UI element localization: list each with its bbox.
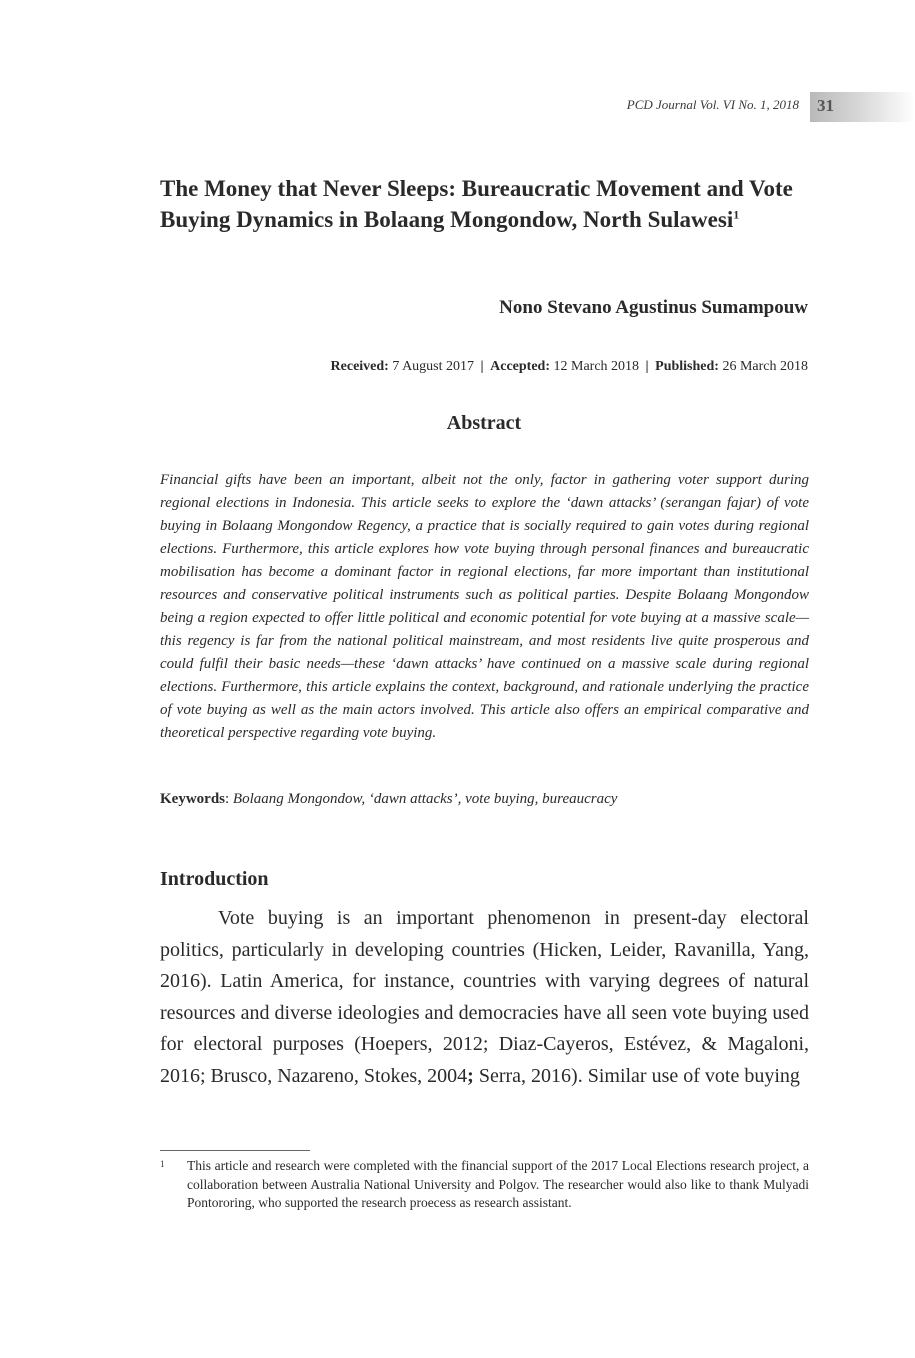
- accepted-label: Accepted:: [490, 359, 550, 374]
- introduction-bold-semicolon: ;: [467, 1064, 474, 1087]
- date-separator-2: |: [645, 359, 649, 374]
- footnote: [160, 1157, 809, 1213]
- published-date: 26 March 2018: [722, 359, 808, 374]
- keywords-separator: :: [225, 791, 233, 807]
- introduction-heading: Introduction: [160, 868, 269, 890]
- keywords-list: Bolaang Mongondow, ‘dawn attacks’, vote buying, bureaucracy: [232, 791, 618, 807]
- page-number-tab: [810, 92, 915, 122]
- page-number: 31: [817, 96, 834, 115]
- introduction-text-part2: Serra, 2016). Similar use of vote buying: [473, 1064, 800, 1087]
- article-title-text: The Money that Never Sleeps: Bureaucratic Movement and Vote Buying Dynamics in Bolaang Mongondow, North Sulawesi: [160, 176, 793, 232]
- accepted-date: 12 March 2018: [553, 359, 640, 374]
- author-name: Nono Stevano Agustinus Sumampouw: [499, 297, 808, 318]
- footnote-divider: [160, 1150, 310, 1151]
- abstract-heading: Abstract: [446, 412, 522, 434]
- publication-dates: [331, 359, 808, 375]
- journal-header: PCD Journal Vol. VI No. 1, 2018: [626, 97, 799, 112]
- keywords-label: Keywords: [160, 791, 225, 807]
- date-separator-1: |: [480, 359, 484, 374]
- introduction-text-part1: Vote buying is an important phenomenon in present-day electoral politics, particularly in developing countries (Hicken, Leider, Ravanilla, Yang, 2016). Latin America, for instance, countries with varying degrees of natural resources and diverse ideologies and democracies have all seen vote buying used for electoral purposes (Hoepers, 2012; Diaz-Cayeros, Estévez, & Magaloni, 2016; Brusco, Nazareno, Stokes, 2004: [160, 907, 809, 1087]
- footnote-text: This article and research were completed with the financial support of the 2017 Local Elections research project, a collaboration between Australia National University and Polgov. The researcher would also like to thank Mulyadi Pontororing, who supported the research proecess as research assistant.: [187, 1158, 809, 1210]
- abstract-text: Financial gifts have been an important, albeit not the only, factor in gathering voter support during regional elections in Indonesia. This article seeks to explore the ‘dawn attacks’ (serangan fajar) of vote buying in Bolaang Mongondow Regency, a practice that is socially required to gain votes during regional elections. Furthermore, this article explores how vote buying through personal finances and bureaucratic mobilisation has become a dominant factor in regional elections, far more important than institutional resources and conservative political instruments such as political parties. Despite Bolaang Mongondow being a region expected to offer little political and economic potential for vote buying at a massive scale—this regency is far from the national political mainstream, and most residents live quite prosperous and could fulfil their basic needs—these ‘dawn attacks’ have continued on a massive scale during regional elections. Furthermore, this article explains the context, background, and rationale underlying the practice of vote buying as well as the main actors involved. This article also offers an empirical comparative and theoretical perspective regarding vote buying.: [160, 472, 809, 741]
- received-date: 7 August 2017: [392, 359, 475, 374]
- received-label: Received:: [330, 359, 389, 374]
- title-footnote-mark[interactable]: 1: [733, 207, 740, 222]
- introduction-text: [160, 903, 809, 1092]
- published-label: Published:: [655, 359, 719, 374]
- article-title: [160, 173, 820, 235]
- footnote-mark: 1: [160, 1159, 165, 1169]
- keywords: [160, 791, 809, 808]
